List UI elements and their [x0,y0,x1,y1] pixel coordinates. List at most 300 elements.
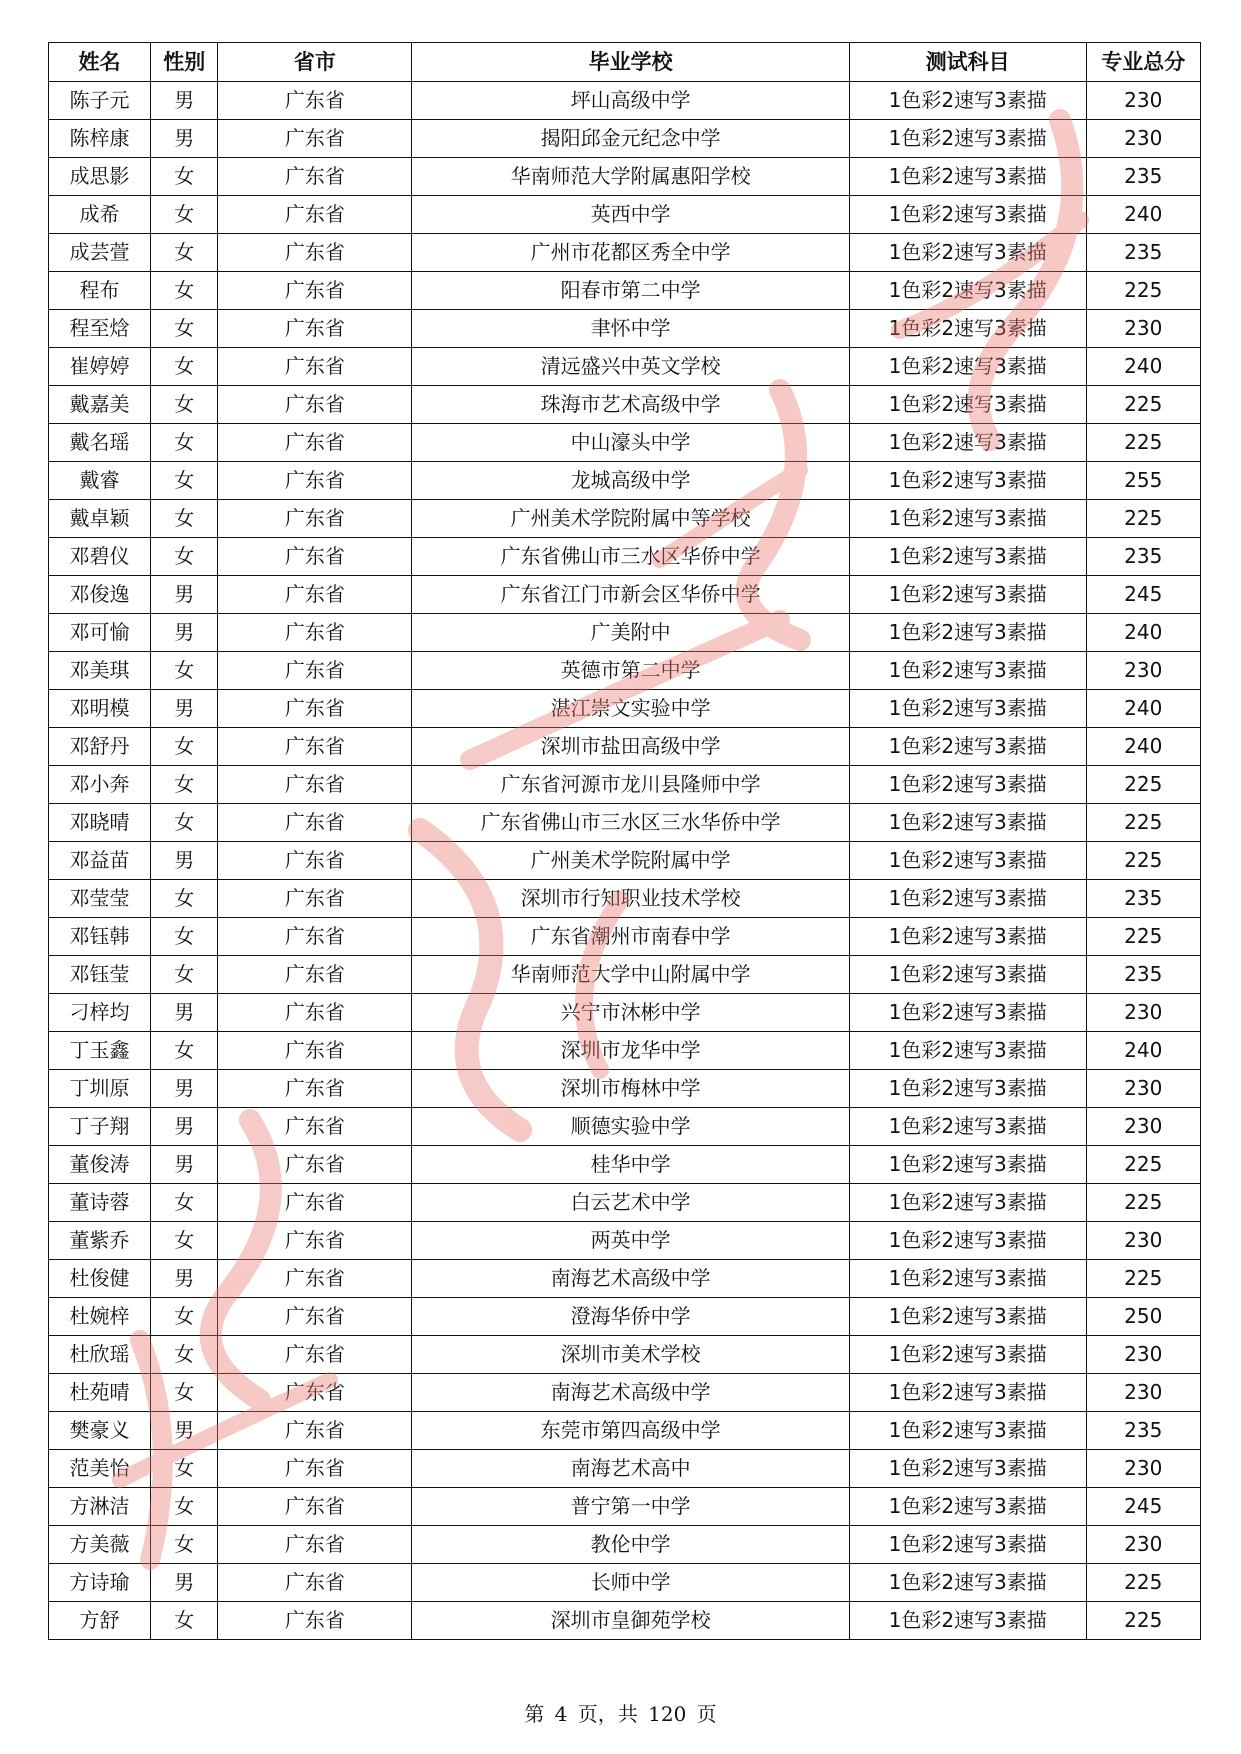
cell-gender: 女 [151,918,218,956]
cell-name: 杜婉梓 [49,1298,151,1336]
cell-name: 成芸萱 [49,234,151,272]
cell-gender: 女 [151,1602,218,1640]
cell-school: 两英中学 [412,1222,849,1260]
table-row [49,1602,1201,1640]
cell-school: 广东省潮州市南春中学 [412,918,849,956]
cell-province: 广东省 [218,614,412,652]
table-row [49,386,1201,424]
table-row [49,956,1201,994]
cell-province: 广东省 [218,842,412,880]
cell-school: 白云艺术中学 [412,1184,849,1222]
cell-school: 南海艺术高级中学 [412,1374,849,1412]
cell-gender: 女 [151,424,218,462]
cell-name: 邓小奔 [49,766,151,804]
cell-total-score: 230 [1086,1070,1200,1108]
cell-province: 广东省 [218,1298,412,1336]
cell-school: 广东省江门市新会区华侨中学 [412,576,849,614]
cell-total-score: 230 [1086,994,1200,1032]
cell-subjects: 1色彩2速写3素描 [849,690,1086,728]
cell-gender: 女 [151,880,218,918]
cell-total-score: 225 [1086,1260,1200,1298]
cell-total-score: 225 [1086,918,1200,956]
table-row [49,994,1201,1032]
table-row [49,614,1201,652]
cell-total-score: 250 [1086,1298,1200,1336]
cell-province: 广东省 [218,918,412,956]
cell-school: 珠海市艺术高级中学 [412,386,849,424]
cell-gender: 男 [151,82,218,120]
cell-province: 广东省 [218,424,412,462]
cell-subjects: 1色彩2速写3素描 [849,1260,1086,1298]
cell-province: 广东省 [218,538,412,576]
table-row [49,652,1201,690]
cell-province: 广东省 [218,766,412,804]
cell-province: 广东省 [218,804,412,842]
cell-name: 戴睿 [49,462,151,500]
table-row [49,1222,1201,1260]
cell-subjects: 1色彩2速写3素描 [849,1032,1086,1070]
cell-name: 邓钰韩 [49,918,151,956]
cell-subjects: 1色彩2速写3素描 [849,538,1086,576]
cell-subjects: 1色彩2速写3素描 [849,766,1086,804]
cell-total-score: 225 [1086,1564,1200,1602]
cell-name: 邓明模 [49,690,151,728]
cell-total-score: 235 [1086,538,1200,576]
cell-gender: 女 [151,956,218,994]
cell-name: 戴卓颖 [49,500,151,538]
table-row [49,1146,1201,1184]
cell-total-score: 235 [1086,1412,1200,1450]
table-row [49,1336,1201,1374]
cell-name: 邓舒丹 [49,728,151,766]
cell-total-score: 230 [1086,310,1200,348]
cell-subjects: 1色彩2速写3素描 [849,1108,1086,1146]
cell-subjects: 1色彩2速写3素描 [849,272,1086,310]
table-row [49,690,1201,728]
footer-total-pages: 120 [648,1702,687,1726]
table-row [49,538,1201,576]
cell-total-score: 230 [1086,1336,1200,1374]
cell-gender: 女 [151,462,218,500]
cell-school: 顺德实验中学 [412,1108,849,1146]
table-row [49,1184,1201,1222]
cell-subjects: 1色彩2速写3素描 [849,918,1086,956]
cell-province: 广东省 [218,1032,412,1070]
cell-school: 湛江崇文实验中学 [412,690,849,728]
cell-name: 董俊涛 [49,1146,151,1184]
cell-province: 广东省 [218,82,412,120]
cell-total-score: 240 [1086,728,1200,766]
cell-name: 杜欣瑶 [49,1336,151,1374]
cell-school: 龙城高级中学 [412,462,849,500]
cell-name: 杜苑晴 [49,1374,151,1412]
cell-total-score: 240 [1086,196,1200,234]
cell-subjects: 1色彩2速写3素描 [849,1526,1086,1564]
cell-school: 南海艺术高中 [412,1450,849,1488]
cell-total-score: 225 [1086,842,1200,880]
table-row [49,272,1201,310]
cell-subjects: 1色彩2速写3素描 [849,880,1086,918]
cell-gender: 女 [151,348,218,386]
cell-province: 广东省 [218,272,412,310]
cell-gender: 男 [151,1146,218,1184]
cell-school: 普宁第一中学 [412,1488,849,1526]
cell-total-score: 230 [1086,1450,1200,1488]
cell-province: 广东省 [218,1412,412,1450]
cell-school: 南海艺术高级中学 [412,1260,849,1298]
table-row [49,1412,1201,1450]
cell-province: 广东省 [218,196,412,234]
cell-gender: 女 [151,1488,218,1526]
cell-total-score: 240 [1086,690,1200,728]
cell-school: 揭阳邱金元纪念中学 [412,120,849,158]
student-score-table [48,42,1201,1640]
table-row [49,424,1201,462]
cell-subjects: 1色彩2速写3素描 [849,120,1086,158]
cell-subjects: 1色彩2速写3素描 [849,1564,1086,1602]
cell-province: 广东省 [218,994,412,1032]
cell-total-score: 235 [1086,956,1200,994]
cell-province: 广东省 [218,1488,412,1526]
cell-school: 长师中学 [412,1564,849,1602]
cell-subjects: 1色彩2速写3素描 [849,1450,1086,1488]
cell-name: 戴嘉美 [49,386,151,424]
cell-gender: 女 [151,272,218,310]
cell-name: 邓钰莹 [49,956,151,994]
cell-gender: 女 [151,1336,218,1374]
table-row [49,728,1201,766]
cell-name: 方淋洁 [49,1488,151,1526]
cell-subjects: 1色彩2速写3素描 [849,728,1086,766]
cell-province: 广东省 [218,728,412,766]
cell-subjects: 1色彩2速写3素描 [849,804,1086,842]
table-row [49,766,1201,804]
footer-page-number: 4 [554,1702,568,1726]
cell-name: 程至焓 [49,310,151,348]
cell-total-score: 230 [1086,120,1200,158]
header-gender: 性别 [151,43,218,82]
cell-subjects: 1色彩2速写3素描 [849,1488,1086,1526]
cell-subjects: 1色彩2速写3素描 [849,1070,1086,1108]
cell-province: 广东省 [218,1146,412,1184]
cell-total-score: 225 [1086,386,1200,424]
cell-province: 广东省 [218,956,412,994]
cell-province: 广东省 [218,120,412,158]
cell-subjects: 1色彩2速写3素描 [849,956,1086,994]
cell-name: 方诗瑜 [49,1564,151,1602]
cell-province: 广东省 [218,1450,412,1488]
cell-gender: 男 [151,1412,218,1450]
cell-province: 广东省 [218,1070,412,1108]
cell-subjects: 1色彩2速写3素描 [849,462,1086,500]
cell-name: 邓可愉 [49,614,151,652]
table-row [49,918,1201,956]
cell-gender: 女 [151,652,218,690]
footer-mid: 页，共 [577,1702,638,1726]
cell-school: 英西中学 [412,196,849,234]
cell-subjects: 1色彩2速写3素描 [849,994,1086,1032]
header-subjects: 测试科目 [849,43,1086,82]
table-row [49,1070,1201,1108]
cell-name: 程布 [49,272,151,310]
cell-province: 广东省 [218,500,412,538]
cell-school: 深圳市美术学校 [412,1336,849,1374]
cell-school: 深圳市盐田高级中学 [412,728,849,766]
cell-total-score: 225 [1086,500,1200,538]
cell-gender: 女 [151,310,218,348]
cell-gender: 男 [151,1108,218,1146]
cell-subjects: 1色彩2速写3素描 [849,196,1086,234]
cell-province: 广东省 [218,1374,412,1412]
table-row [49,1032,1201,1070]
table-row [49,310,1201,348]
table-row [49,462,1201,500]
cell-total-score: 230 [1086,1222,1200,1260]
header-name: 姓名 [49,43,151,82]
cell-school: 广东省佛山市三水区三水华侨中学 [412,804,849,842]
cell-school: 清远盛兴中英文学校 [412,348,849,386]
cell-province: 广东省 [218,576,412,614]
table-row [49,842,1201,880]
cell-total-score: 240 [1086,348,1200,386]
cell-school: 深圳市行知职业技术学校 [412,880,849,918]
cell-school: 广东省河源市龙川县隆师中学 [412,766,849,804]
table-row [49,348,1201,386]
cell-name: 樊豪义 [49,1412,151,1450]
cell-name: 董诗蓉 [49,1184,151,1222]
cell-school: 坪山高级中学 [412,82,849,120]
cell-total-score: 235 [1086,880,1200,918]
cell-name: 戴名瑶 [49,424,151,462]
cell-name: 陈子元 [49,82,151,120]
table-row [49,1298,1201,1336]
cell-school: 澄海华侨中学 [412,1298,849,1336]
cell-gender: 女 [151,1184,218,1222]
cell-subjects: 1色彩2速写3素描 [849,1374,1086,1412]
cell-name: 邓益苗 [49,842,151,880]
table-row [49,880,1201,918]
cell-school: 广州美术学院附属中等学校 [412,500,849,538]
cell-gender: 男 [151,1070,218,1108]
cell-province: 广东省 [218,1108,412,1146]
cell-name: 成希 [49,196,151,234]
cell-school: 阳春市第二中学 [412,272,849,310]
cell-province: 广东省 [218,1526,412,1564]
cell-province: 广东省 [218,690,412,728]
cell-name: 杜俊健 [49,1260,151,1298]
cell-total-score: 230 [1086,1374,1200,1412]
cell-school: 深圳市梅林中学 [412,1070,849,1108]
cell-total-score: 225 [1086,272,1200,310]
cell-total-score: 245 [1086,1488,1200,1526]
cell-subjects: 1色彩2速写3素描 [849,424,1086,462]
cell-school: 华南师范大学中山附属中学 [412,956,849,994]
cell-total-score: 230 [1086,1108,1200,1146]
cell-province: 广东省 [218,1602,412,1640]
cell-gender: 男 [151,690,218,728]
cell-province: 广东省 [218,1564,412,1602]
cell-name: 邓莹莹 [49,880,151,918]
cell-school: 广东省佛山市三水区华侨中学 [412,538,849,576]
page-footer [0,1698,1241,1727]
cell-subjects: 1色彩2速写3素描 [849,158,1086,196]
cell-school: 深圳市龙华中学 [412,1032,849,1070]
header-total-score: 专业总分 [1086,43,1200,82]
cell-subjects: 1色彩2速写3素描 [849,842,1086,880]
cell-province: 广东省 [218,310,412,348]
table-row [49,234,1201,272]
cell-total-score: 255 [1086,462,1200,500]
cell-gender: 女 [151,1374,218,1412]
table-header-row [49,43,1201,82]
table-row [49,500,1201,538]
cell-gender: 男 [151,614,218,652]
cell-total-score: 230 [1086,1526,1200,1564]
cell-gender: 女 [151,234,218,272]
cell-subjects: 1色彩2速写3素描 [849,1336,1086,1374]
cell-gender: 男 [151,994,218,1032]
cell-gender: 女 [151,196,218,234]
header-province: 省市 [218,43,412,82]
cell-name: 成思影 [49,158,151,196]
cell-subjects: 1色彩2速写3素描 [849,348,1086,386]
cell-subjects: 1色彩2速写3素描 [849,1602,1086,1640]
cell-school: 教伦中学 [412,1526,849,1564]
cell-name: 邓俊逸 [49,576,151,614]
cell-school: 华南师范大学附属惠阳学校 [412,158,849,196]
table-row [49,120,1201,158]
cell-subjects: 1色彩2速写3素描 [849,576,1086,614]
cell-gender: 女 [151,1298,218,1336]
cell-name: 丁子翔 [49,1108,151,1146]
cell-name: 丁圳原 [49,1070,151,1108]
table-row [49,1450,1201,1488]
cell-subjects: 1色彩2速写3素描 [849,234,1086,272]
cell-name: 刁梓均 [49,994,151,1032]
cell-total-score: 240 [1086,1032,1200,1070]
cell-total-score: 235 [1086,158,1200,196]
cell-total-score: 225 [1086,1602,1200,1640]
cell-school: 兴宁市沐彬中学 [412,994,849,1032]
cell-name: 陈梓康 [49,120,151,158]
cell-school: 广州美术学院附属中学 [412,842,849,880]
cell-name: 崔婷婷 [49,348,151,386]
cell-gender: 女 [151,1526,218,1564]
cell-name: 邓美琪 [49,652,151,690]
cell-subjects: 1色彩2速写3素描 [849,1222,1086,1260]
cell-school: 深圳市皇御苑学校 [412,1602,849,1640]
cell-province: 广东省 [218,348,412,386]
cell-gender: 女 [151,728,218,766]
cell-name: 方舒 [49,1602,151,1640]
cell-subjects: 1色彩2速写3素描 [849,652,1086,690]
cell-subjects: 1色彩2速写3素描 [849,1184,1086,1222]
table-row [49,1374,1201,1412]
cell-gender: 男 [151,1564,218,1602]
cell-province: 广东省 [218,1336,412,1374]
table-row [49,804,1201,842]
cell-subjects: 1色彩2速写3素描 [849,310,1086,348]
cell-total-score: 230 [1086,82,1200,120]
footer-suffix: 页 [696,1702,717,1726]
cell-school: 广州市花都区秀全中学 [412,234,849,272]
cell-total-score: 225 [1086,1184,1200,1222]
cell-province: 广东省 [218,880,412,918]
cell-gender: 女 [151,500,218,538]
cell-name: 邓碧仪 [49,538,151,576]
cell-total-score: 225 [1086,804,1200,842]
cell-school: 中山濠头中学 [412,424,849,462]
cell-name: 范美怡 [49,1450,151,1488]
table-row [49,1526,1201,1564]
cell-province: 广东省 [218,1260,412,1298]
cell-province: 广东省 [218,234,412,272]
cell-school: 聿怀中学 [412,310,849,348]
cell-province: 广东省 [218,158,412,196]
cell-school: 东莞市第四高级中学 [412,1412,849,1450]
header-school: 毕业学校 [412,43,849,82]
cell-subjects: 1色彩2速写3素描 [849,386,1086,424]
cell-gender: 女 [151,1032,218,1070]
cell-gender: 女 [151,158,218,196]
cell-total-score: 245 [1086,576,1200,614]
cell-province: 广东省 [218,386,412,424]
cell-province: 广东省 [218,1222,412,1260]
cell-gender: 男 [151,1260,218,1298]
cell-total-score: 230 [1086,652,1200,690]
cell-gender: 男 [151,576,218,614]
cell-subjects: 1色彩2速写3素描 [849,1298,1086,1336]
cell-gender: 女 [151,386,218,424]
cell-name: 丁玉鑫 [49,1032,151,1070]
table-row [49,82,1201,120]
cell-gender: 女 [151,766,218,804]
cell-total-score: 225 [1086,424,1200,462]
cell-gender: 男 [151,120,218,158]
table-row [49,1488,1201,1526]
cell-total-score: 225 [1086,1146,1200,1184]
cell-province: 广东省 [218,462,412,500]
cell-school: 英德市第二中学 [412,652,849,690]
cell-name: 邓晓晴 [49,804,151,842]
cell-name: 方美薇 [49,1526,151,1564]
cell-subjects: 1色彩2速写3素描 [849,82,1086,120]
cell-province: 广东省 [218,652,412,690]
table-body [49,82,1201,1640]
cell-total-score: 225 [1086,766,1200,804]
cell-gender: 女 [151,1450,218,1488]
cell-subjects: 1色彩2速写3素描 [849,1146,1086,1184]
table-row [49,196,1201,234]
cell-school: 广美附中 [412,614,849,652]
cell-total-score: 240 [1086,614,1200,652]
table-row [49,576,1201,614]
cell-total-score: 235 [1086,234,1200,272]
cell-subjects: 1色彩2速写3素描 [849,1412,1086,1450]
cell-gender: 女 [151,804,218,842]
cell-gender: 女 [151,538,218,576]
table-row [49,158,1201,196]
cell-gender: 男 [151,842,218,880]
cell-name: 董紫乔 [49,1222,151,1260]
table-row [49,1564,1201,1602]
footer-prefix: 第 [524,1702,545,1726]
table-row [49,1260,1201,1298]
table-row [49,1108,1201,1146]
cell-gender: 女 [151,1222,218,1260]
cell-school: 桂华中学 [412,1146,849,1184]
cell-subjects: 1色彩2速写3素描 [849,614,1086,652]
